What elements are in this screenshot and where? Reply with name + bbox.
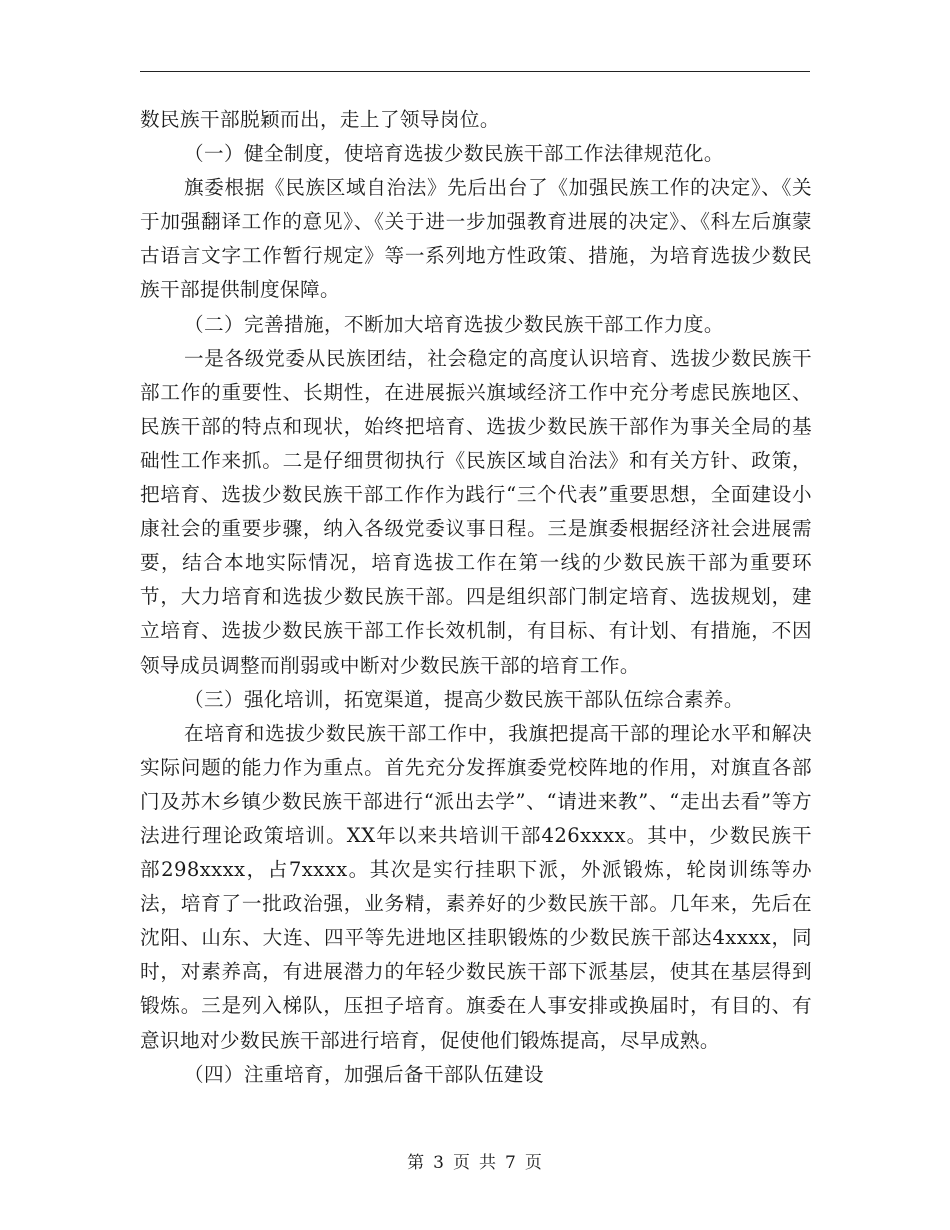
paragraph-training: 在培育和选拔少数民族干部工作中，我旗把提高干部的理论水平和解决实际问题的能力作为重点。首先充分发挥旗委党校阵地的作用，对旗直各部门及苏木乡镇少数民族干部进行“派出去学”、“请进来教”、“走出去看”等方法进行理论政策培训。XX年以来共培训干部426xxxx。其中，少数民族干部298xxxx，占7xxxx。其次是实行挂职下派，外派锻炼，轮岗训练等办法，培育了一批政治强，业务精，素养好的少数民族干部。几年来，先后在沈阳、山东、大连、四平等先进地区挂职锻炼的少数民族干部达4xxxx，同时，对素养高，有进展潜力的年轻少数民族干部下派基层，使其在基层得到锻炼。三是列入梯队，压担子培育。旗委在人事安排或换届时，有目的、有意识地对少数民族干部进行培育，促使他们锻炼提高，尽早成熟。 <box>140 721 812 1052</box>
footer-label-unit: 页 <box>453 1153 471 1173</box>
footer-total-pages: 7 <box>505 1153 517 1173</box>
document-body <box>140 103 812 1092</box>
footer-label-unit2: 页 <box>524 1153 543 1173</box>
footer-current-page: 3 <box>433 1153 445 1173</box>
paragraph-continuation: 数民族干部脱颖而出，走上了领导岗位。 <box>140 108 500 131</box>
paragraph-measures: 一是各级党委从民族团结，社会稳定的高度认识培育、选拔少数民族干部工作的重要性、长期性，在进展振兴旗域经济工作中充分考虑民族地区、民族干部的特点和现状，始终把培育、选拔少数民族干部作为事关全局的基础性工作来抓。二是仔细贯彻执行《民族区域自治法》和有关方针、政策，把培育、选拔少数民族干部工作作为践行“三个代表”重要思想，全面建设小康社会的重要步骤，纳入各级党委议事日程。三是旗委根据经济社会进展需要，结合本地实际情况，培育选拔工作在第一线的少数民族干部为重要环节，大力培育和选拔少数民族干部。四是组织部门制定培育、选拔规划，建立培育、选拔少数民族干部工作长效机制，有目标、有计划、有措施，不因领导成员调整而削弱或中断对少数民族干部的培育工作。 <box>140 346 812 677</box>
paragraph-policies: 旗委根据《民族区域自治法》先后出台了《加强民族工作的决定》、《关于加强翻译工作的意见》、《关于进一步加强教育进展的决定》、《科左后旗蒙古语言文字工作暂行规定》等一系列地方性政策、措施，为培育选拔少数民族干部提供制度保障。 <box>140 176 812 302</box>
section-heading-4: （四）注重培育，加强后备干部队伍建设 <box>184 1062 544 1086</box>
section-heading-1: （一）健全制度，使培育选拔少数民族干部工作法律规范化。 <box>184 142 724 166</box>
footer-label-total: 共 <box>479 1153 497 1173</box>
section-heading-3: （三）强化培训，拓宽渠道，提高少数民族干部队伍综合素养。 <box>184 687 744 711</box>
section-heading-2: （二）完善措施，不断加大培育选拔少数民族干部工作力度。 <box>184 312 724 336</box>
page-footer <box>0 1148 950 1173</box>
footer-label-page: 第 <box>407 1153 426 1173</box>
header-rule <box>140 71 810 72</box>
